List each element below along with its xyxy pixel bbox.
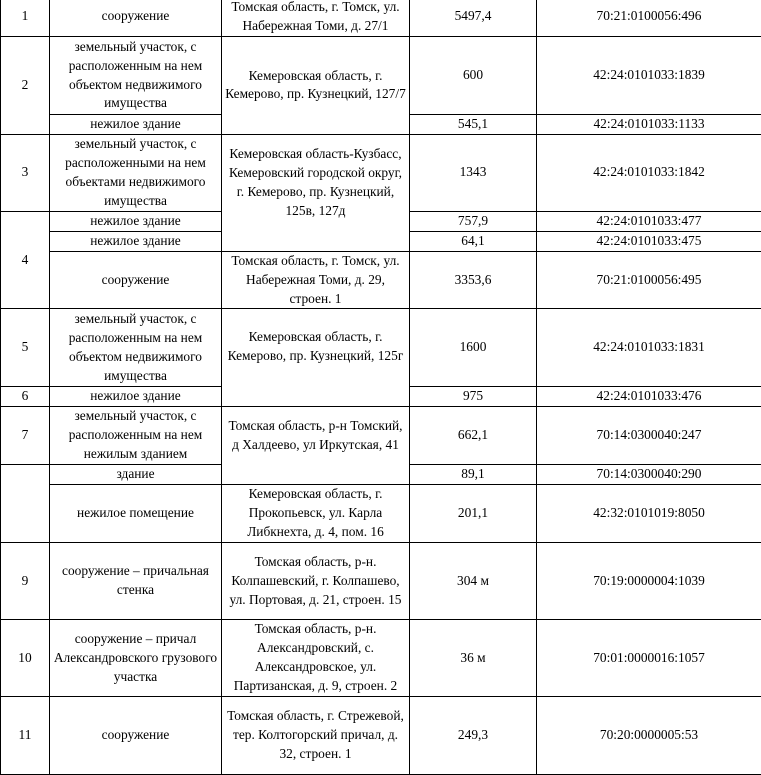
object-area: 201,1: [410, 485, 537, 543]
object-type: нежилое здание: [50, 231, 222, 251]
cadastral-number: 70:14:0300040:247: [537, 407, 761, 465]
row-number: 2: [1, 37, 50, 135]
object-type: земельный участок, с расположенным на нем объектом недвижимого имущества: [50, 37, 222, 115]
cadastral-number: 42:24:0101033:477: [537, 211, 761, 231]
cadastral-number: 70:20:0000005:53: [537, 697, 761, 775]
cadastral-number: 42:24:0101033:1133: [537, 115, 761, 135]
table-row: [1, 407, 761, 465]
object-type: сооружение: [50, 0, 222, 37]
object-type: здание: [50, 465, 222, 485]
row-number: 5: [1, 309, 50, 387]
object-area: 757,9: [410, 211, 537, 231]
cadastral-number: 42:24:0101033:476: [537, 387, 761, 407]
object-type: нежилое здание: [50, 115, 222, 135]
cadastral-number: 70:14:0300040:290: [537, 465, 761, 485]
cadastral-number: 70:19:0000004:1039: [537, 543, 761, 620]
object-address: Томская область, г. Томск, ул. Набережная Томи, д. 27/1: [222, 0, 410, 37]
table-row: [1, 37, 761, 115]
table-row: [1, 543, 761, 620]
object-area: 1600: [410, 309, 537, 387]
row-number: 4: [1, 211, 50, 309]
cadastral-number: 42:24:0101033:1831: [537, 309, 761, 387]
cadastral-number: 70:21:0100056:495: [537, 251, 761, 309]
table-row: [1, 0, 761, 37]
table-row: [1, 134, 761, 211]
table-row: [1, 697, 761, 775]
object-type: земельный участок, с расположенными на нем объектами недвижимого имущества: [50, 134, 222, 211]
cadastral-number: 42:32:0101019:8050: [537, 485, 761, 543]
object-area: 1343: [410, 134, 537, 211]
object-area: 304 м: [410, 543, 537, 620]
object-address: Кемеровская область-Кузбасс, Кемеровский городской округ, г. Кемерово, пр. Кузнецкий, 125в, 127д: [222, 134, 410, 251]
object-address: Томская область, г. Томск, ул. Набережная Томи, д. 29, строен. 1: [222, 251, 410, 309]
object-type: нежилое здание: [50, 387, 222, 407]
object-area: 5497,4: [410, 0, 537, 37]
object-area: 545,1: [410, 115, 537, 135]
object-area: 249,3: [410, 697, 537, 775]
cadastral-number: 70:21:0100056:496: [537, 0, 761, 37]
table-row: [1, 309, 761, 387]
row-number: 11: [1, 697, 50, 775]
object-area: 662,1: [410, 407, 537, 465]
object-type: сооружение: [50, 697, 222, 775]
row-number: 10: [1, 620, 50, 697]
cadastral-number: 70:01:0000016:1057: [537, 620, 761, 697]
object-address: Томская область, р-н. Александровский, с. Александровское, ул. Партизанская, д. 9, строен. 2: [222, 620, 410, 697]
object-address: Кемеровская область, г. Кемерово, пр. Кузнецкий, 125г: [222, 309, 410, 407]
object-area: 64,1: [410, 231, 537, 251]
cadastral-number: 42:24:0101033:475: [537, 231, 761, 251]
table-row: [1, 620, 761, 697]
object-type: земельный участок, с расположенным на нем нежилым зданием: [50, 407, 222, 465]
object-type: нежилое помещение: [50, 485, 222, 543]
object-area: 89,1: [410, 465, 537, 485]
object-type: сооружение – причальная стенка: [50, 543, 222, 620]
cadastral-number: 42:24:0101033:1842: [537, 134, 761, 211]
object-area: 36 м: [410, 620, 537, 697]
object-address: Томская область, р-н Томский, д Халдеево, ул Иркутская, 41: [222, 407, 410, 485]
object-type: сооружение – причал Александровского грузового участка: [50, 620, 222, 697]
table-row: [1, 485, 761, 543]
object-type: нежилое здание: [50, 211, 222, 231]
object-address: Томская область, р-н. Колпашевский, г. Колпашево, ул. Портовая, д. 21, строен. 15: [222, 543, 410, 620]
row-number: 9: [1, 543, 50, 620]
object-area: 3353,6: [410, 251, 537, 309]
object-address: Кемеровская область, г. Кемерово, пр. Кузнецкий, 127/7: [222, 37, 410, 135]
row-number: 1: [1, 0, 50, 37]
row-number: 6: [1, 387, 50, 407]
table-row: [1, 251, 761, 309]
object-area: 600: [410, 37, 537, 115]
row-number: 3: [1, 134, 50, 211]
cadastral-number: 42:24:0101033:1839: [537, 37, 761, 115]
object-type: земельный участок, с расположенным на нем объектом недвижимого имущества: [50, 309, 222, 387]
row-number: [1, 465, 50, 543]
object-address: Кемеровская область, г. Прокопьевск, ул. Карла Либкнехта, д. 4, пом. 16: [222, 485, 410, 543]
row-number: 7: [1, 407, 50, 465]
object-type: сооружение: [50, 251, 222, 309]
object-address: Томская область, г. Стрежевой, тер. Колтогорский причал, д. 32, строен. 1: [222, 697, 410, 775]
object-area: 975: [410, 387, 537, 407]
